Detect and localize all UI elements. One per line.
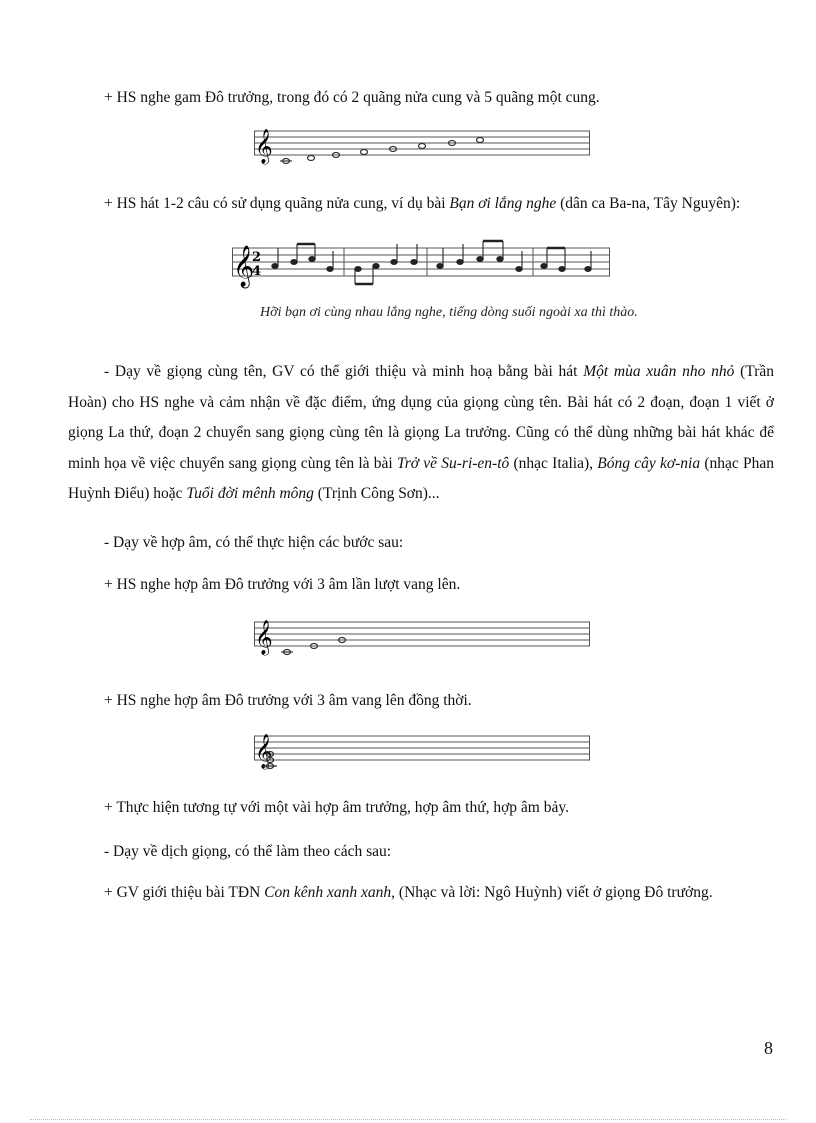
song-title: Con kênh xanh xanh [264,884,392,901]
note [272,264,278,269]
song-title: Bạn ơi lắng nghe [449,195,557,212]
note [437,264,443,269]
note [559,267,565,272]
note [391,260,397,265]
song-title: Một mùa xuân nho nhỏ [583,363,735,380]
note [355,267,361,272]
text-similar-chords: + Thực hiện tương tự với một vài hợp âm trưởng, hợp âm thứ, hợp âm bảy. [104,799,569,816]
time-signature-bottom: 4 [252,264,262,279]
text-chord-sequential: + HS nghe hợp âm Đô trưởng với 3 âm lần lượt vang lên. [104,576,461,593]
treble-clef: 𝄞 [233,246,255,287]
note [516,267,522,272]
footer-divider [30,1119,786,1120]
paragraph-parallel-keys [68,357,774,510]
song-title: Bóng cây kơ-nia [597,454,701,472]
song-title: Tuổi đời mênh mông [186,485,314,502]
song-title: Trở về Su-ri-en-tô [396,454,510,472]
text-fragment: (nhạc Phan Huỳnh Điểu) hoặc [68,454,775,502]
song-lyrics: Hỡi bạn ơi cùng nhau lắng nghe, tiếng dòng suối ngoài xa thì thào. [260,305,638,320]
text-fragment: + HS hát 1-2 câu có sử dụng quãng nửa cung, ví dụ bài [104,195,450,212]
note-f [361,150,368,155]
text-tdn-song [104,883,713,903]
text-fragment: - Dạy về giọng cùng tên, GV có thể giới thiệu và minh hoạ bằng bài hát [104,363,584,380]
staff-c-major-scale [254,125,590,175]
note [477,257,483,262]
text-chord-steps: - Dạy về hợp âm, có thể thực hiện các bước sau: [104,534,404,551]
text-transposition: - Dạy về dịch giọng, có thể làm theo cách sau: [104,843,392,860]
staff-block-chord [254,730,590,780]
note [373,264,379,269]
text-chord-simultaneous: + HS nghe hợp âm Đô trưởng với 3 âm vang lên đồng thời. [104,692,472,709]
page-number: 8 [764,1038,773,1058]
text-fragment: (dân ca Ba-na, Tây Nguyên): [556,195,741,212]
time-signature-top: 2 [252,250,262,265]
note [309,257,315,262]
note [327,267,333,272]
note-c-high [477,138,484,143]
text-song-example [104,194,740,214]
text-fragment: + GV giới thiệu bài TĐN [104,884,265,901]
staff-song-excerpt [232,238,610,298]
treble-clef: 𝄞 [255,620,273,655]
text-fragment: (Trần Hoàn) cho HS nghe và cảm nhận về đặc điểm, ứng dụng của giọng cùng tên. Bài hát có 2 đoạn, đoạn 1 viết ở giọng La thứ, đoạn 2 chuyển sang giọng cùng tên là giọng La trưởng. Cũng có thể dùng những bài hát khác để minh họa về việc chuyển sang giọng cùng tên là bài [68,363,774,472]
text-fragment: (nhạc Italia), [509,454,598,472]
note-a [419,144,426,149]
treble-clef: 𝄞 [255,734,273,769]
text-fragment: , (Nhạc và lời: Ngô Huỳnh) viết ở giọng Đô trưởng. [391,884,713,901]
note [457,260,463,265]
staff-broken-chord [254,614,590,664]
text-fragment: (Trịnh Công Sơn)... [313,485,440,502]
note [585,267,591,272]
note [411,260,417,265]
text-scale-intro: + HS nghe gam Đô trưởng, trong đó có 2 quãng nửa cung và 5 quãng một cung. [104,89,600,106]
note [291,260,297,265]
note [541,264,547,269]
note-d [308,156,315,161]
note [497,257,503,262]
treble-clef: 𝄞 [255,129,273,164]
